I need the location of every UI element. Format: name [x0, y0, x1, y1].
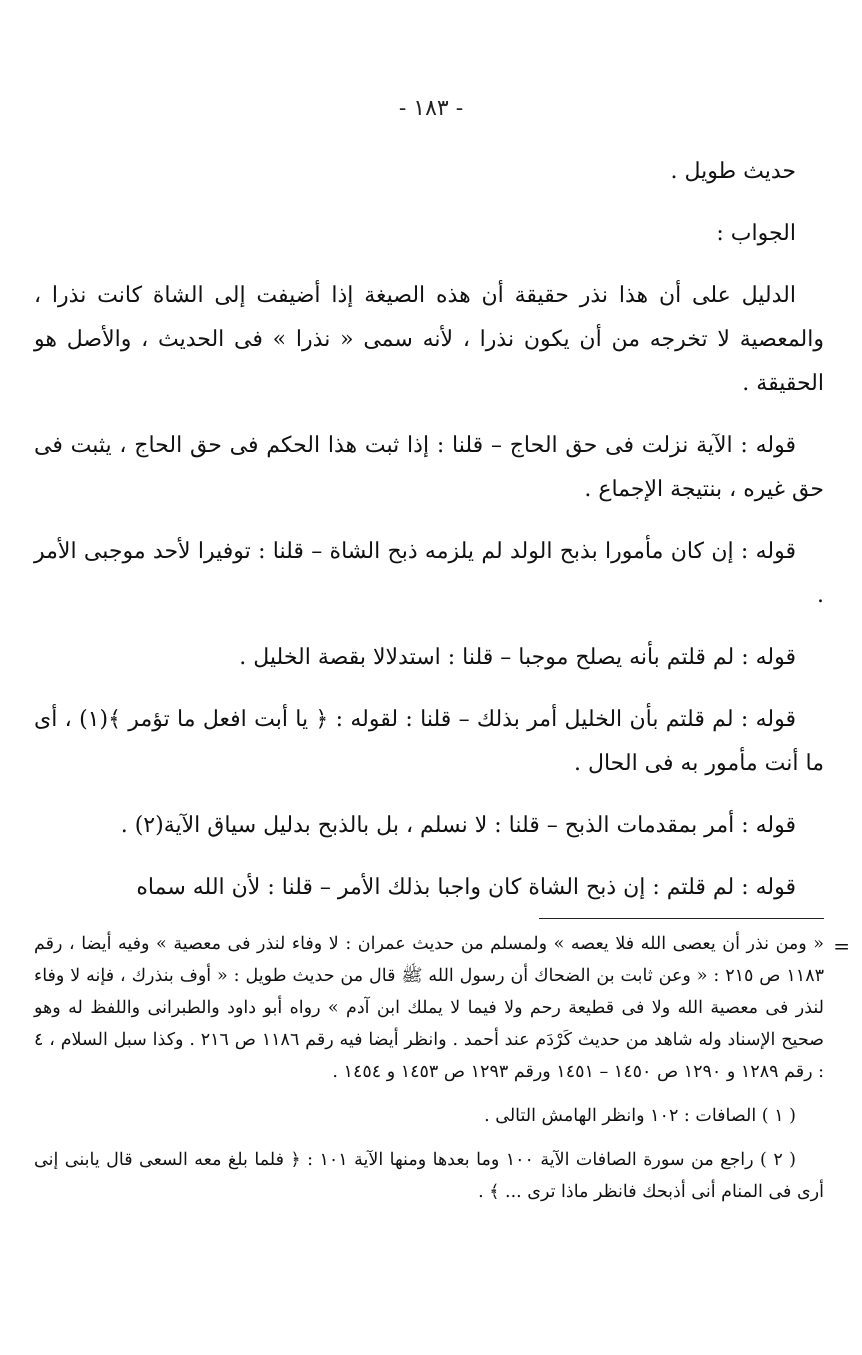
footnote-1: ( ١ ) الصافات : ١٠٢ وانظر الهامش التالى .: [484, 1106, 796, 1126]
footnotes: [34, 928, 824, 1220]
paragraph-6: قوله : لم قلتم بأنه يصلح موجبا – قلنا : استدلالا بقصة الخليل .: [239, 645, 796, 670]
paragraph-2: الجواب :: [716, 221, 796, 246]
footnote-2: ( ٢ ) راجع من سورة الصافات الآية ١٠٠ وما بعدها ومنها الآية ١٠١ : ﴿ فلما بلغ معه السعى قال يابنى إنى أرى فى المنام أنى أذبحك فانظر ماذا ترى ... ﴾ .: [34, 1150, 824, 1202]
paragraph-7: قوله : لم قلتم بأن الخليل أمر بذلك – قلنا : لقوله : ﴿ يا أبت افعل ما تؤمر ﴾(١) ، أى ما أنت مأمور به فى الحال .: [34, 707, 824, 776]
paragraph-5: قوله : إن كان مأمورا بذبح الولد لم يلزمه ذبح الشاة – قلنا : توفيرا لأحد موجبى الأمر .: [34, 539, 824, 608]
paragraph-8: قوله : أمر بمقدمات الذبح – قلنا : لا نسلم ، بل بالذبح بدليل سياق الآية(٢) .: [120, 813, 796, 838]
footnote-divider: [539, 918, 824, 919]
page-number: - ١٨٣ -: [398, 96, 464, 121]
footnote-continuation: « ومن نذر أن يعصى الله فلا يعصه » ولمسلم من حديث عمران : لا وفاء لنذر فى معصية » وفيه أيضا ، رقم ١١٨٣ ص ٢١٥ : « وعن ثابت بن الضحاك أن رسول الله ﷺ قال من حديث طويل : « أوف بنذرك ، فإنه لا وفاء لنذر فى معصية الله ولا فى قطيعة رحم ولا فيما لا يملك ابن آدم » رواه أبو داود والطبرانى واللفظ له وهو صحيح الإسناد وله شاهد من حديث كَرْدَم عند أحمد . وانظر أيضا فيه رقم ١١٨٦ ص ٢١٦ . وكذا سبل السلام ، ٤ : رقم ١٢٨٩ و ١٢٩٠ ص ١٤٥٠ – ١٤٥١ ورقم ١٢٩٣ ص ١٤٥٣ و ١٤٥٤ .: [34, 934, 824, 1082]
footnote-continuation-mark: =: [833, 934, 850, 958]
paragraph-1: حديث طويل .: [670, 159, 796, 184]
main-text: [34, 150, 824, 928]
paragraph-3: الدليل على أن هذا نذر حقيقة أن هذه الصيغة إذا أضيفت إلى الشاة كانت نذرا ، والمعصية لا تخرجه من أن يكون نذرا ، لأنه سمى « نذرا » فى الحديث ، والأصل هو الحقيقة .: [34, 283, 824, 396]
paragraph-9: قوله : لم قلتم : إن ذبح الشاة كان واجبا بذلك الأمر – قلنا : لأن الله سماه: [136, 875, 796, 900]
paragraph-4: قوله : الآية نزلت فى حق الحاج – قلنا : إذا ثبت هذا الحكم فى حق الحاج ، يثبت فى حق غيره ، بنتيجة الإجماع .: [34, 433, 824, 502]
